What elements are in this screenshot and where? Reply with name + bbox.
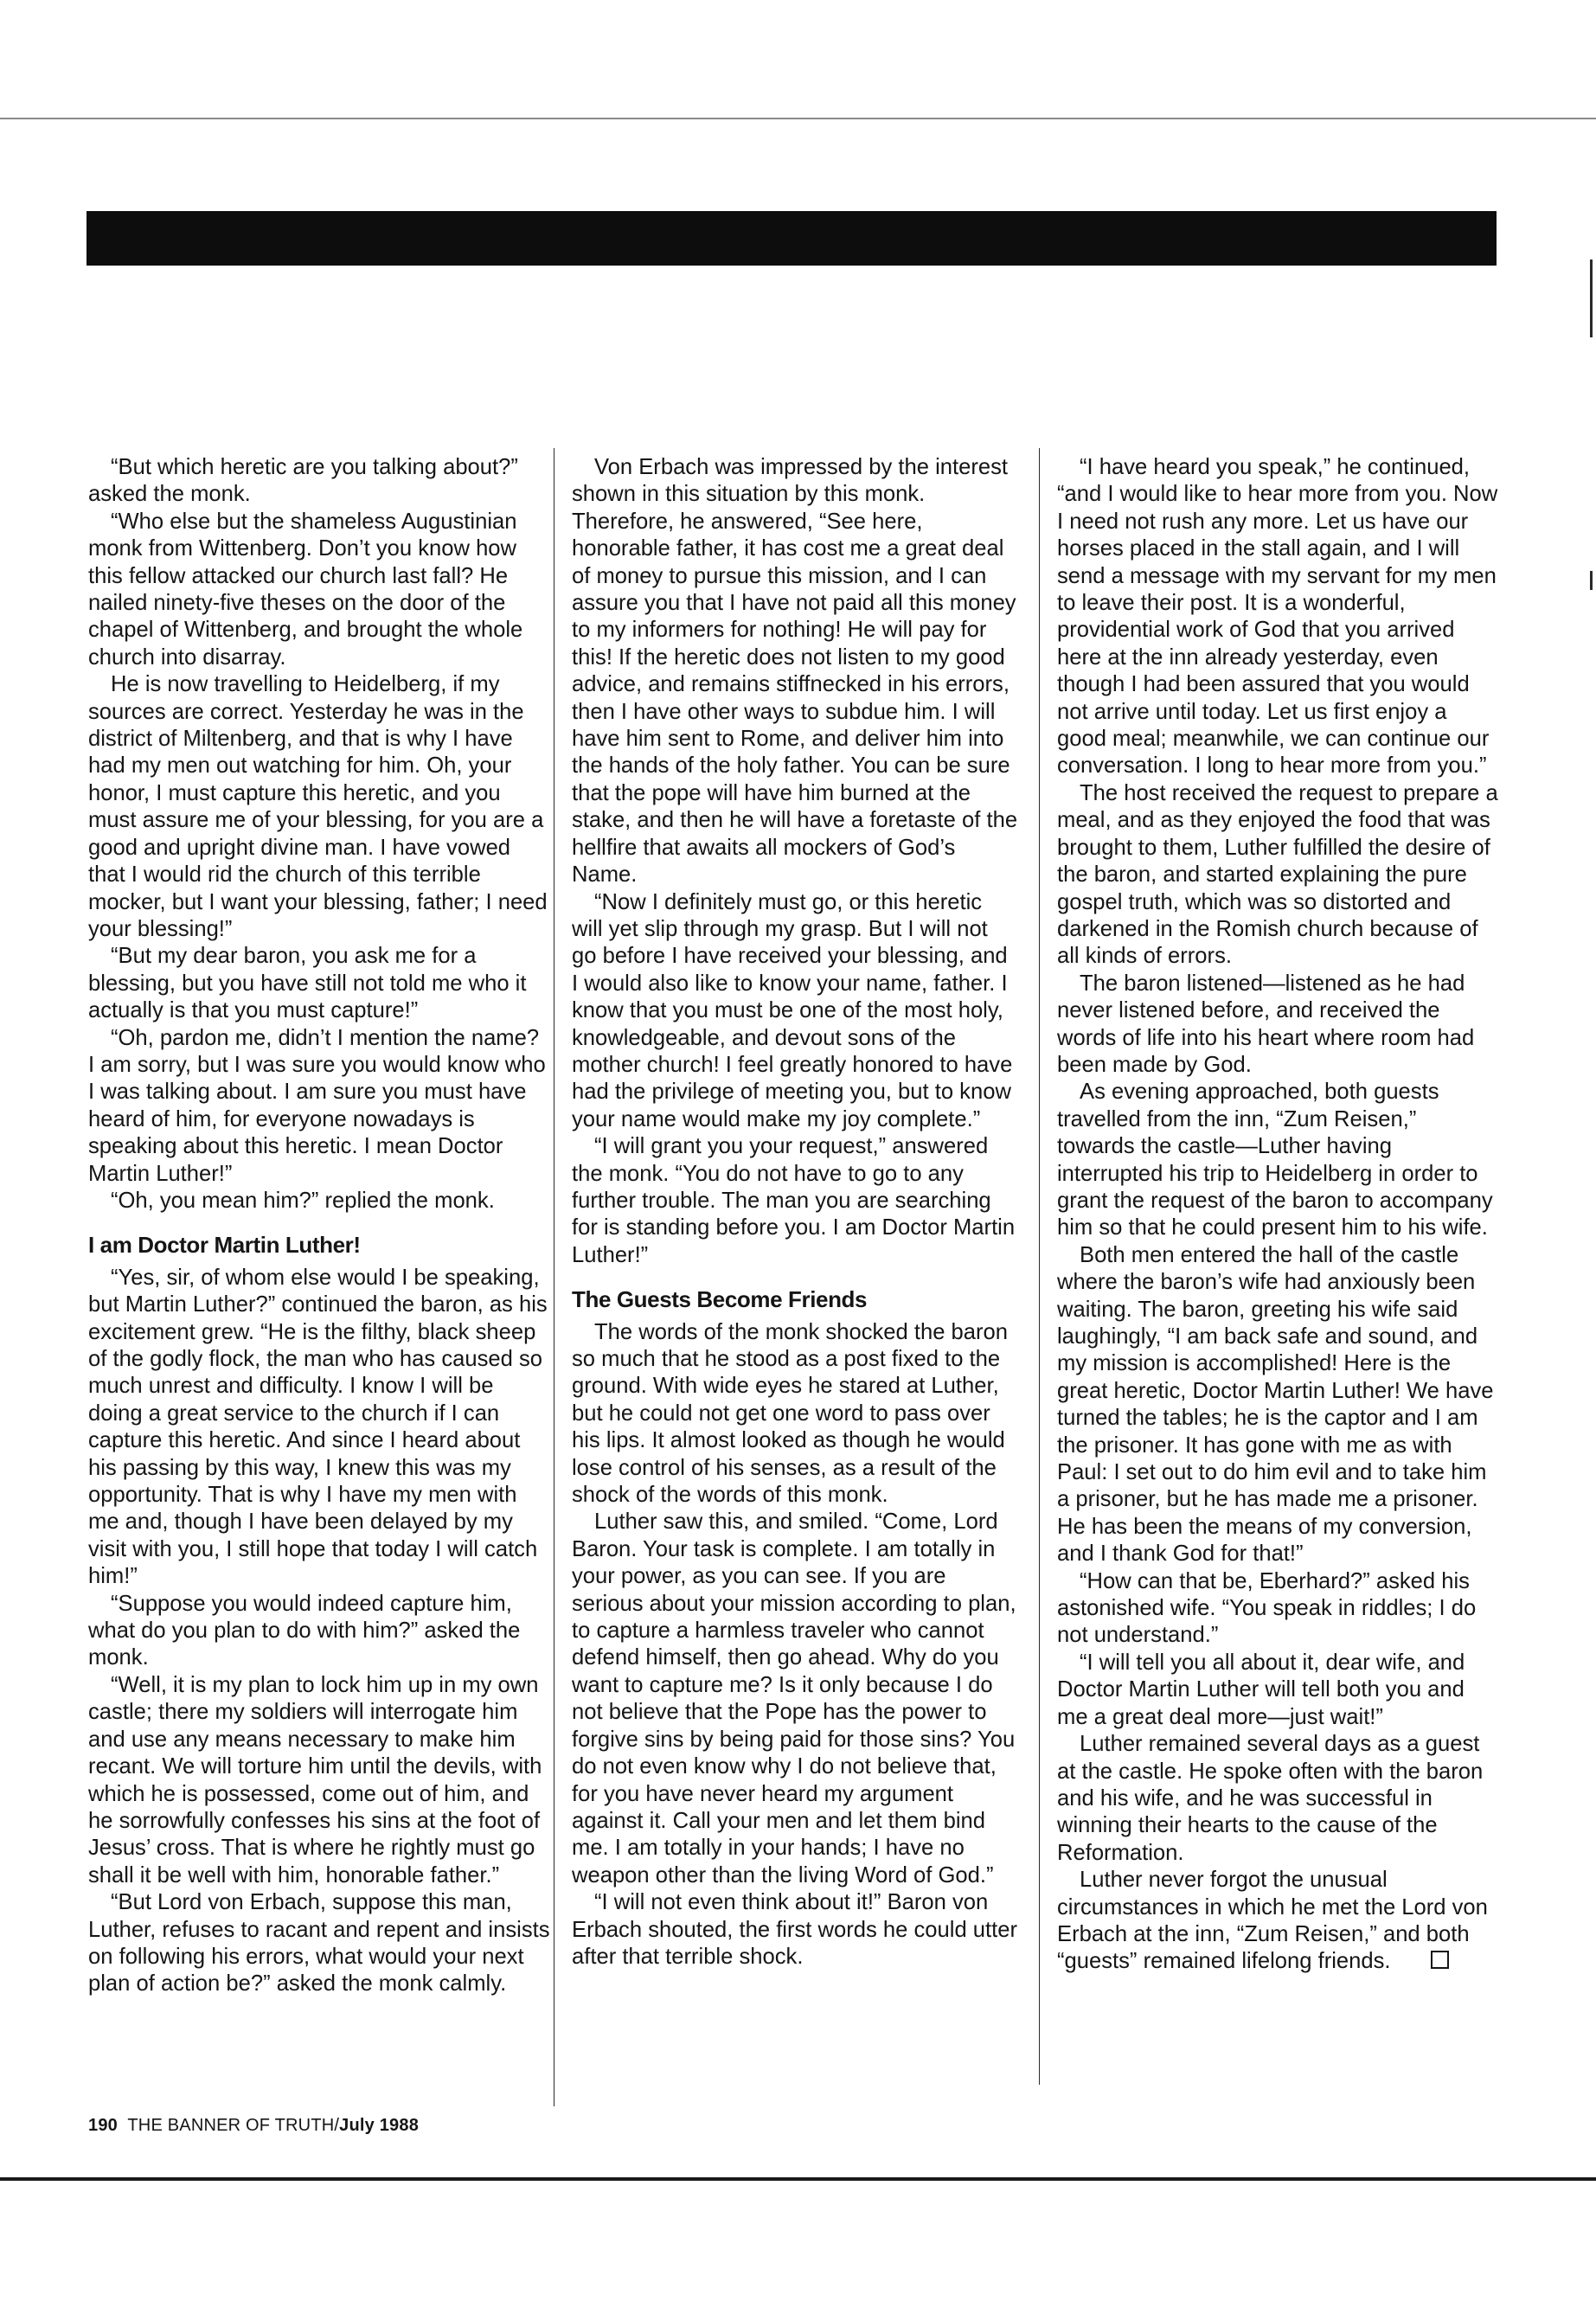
paragraph (88, 1889, 551, 1998)
paragraph (1057, 971, 1499, 1080)
paragraph (572, 1133, 1018, 1269)
paragraph (1057, 1242, 1499, 1568)
paragraph (572, 889, 1018, 1134)
paragraph-text: “I will grant you your request,” answered the monk. “You do not have to go to any further trouble. The man you are searching for is standing before you. I am Doctor Martin Luther!” (572, 1134, 1016, 1267)
top-rule (0, 118, 1596, 119)
paragraph-text: The host received the request to prepare a meal, and as they enjoyed the food that was brought to them, Luther fulfilled the desire of the baron, and started explaining the pure gospel truth, which was so distorted and darkened in the Romish church because of all kinds of errors. (1057, 780, 1498, 969)
paragraph-text: The words of the monk shocked the baron so much that he stood as a post fixed to the ground. With wide eyes he stared at Luther, but he could not get one word to pass over his lips. It almost looked as though he would lose control of his senses, as a result of the shock of the words of this monk. (572, 1319, 1009, 1508)
column-2 (572, 454, 1018, 1971)
paragraph (88, 454, 551, 509)
paragraph-text: “I will not even think about it!” Baron von Erbach shouted, the first words he could utter after that terrible shock. (572, 1890, 1017, 1969)
paragraph-text: “Yes, sir, of whom else would I be speaking, but Martin Luther?” continued the baron, as his excitement grew. “He is the filthy, black sheep of the godly flock, the man who has caused so much unrest and difficulty. I know I will be doing a great service to the church if I can capture this heretic. And since I heard about his passing by this way, I knew this was my opportunity. That is why I have my men with me and, though I have been delayed by my visit with you, I still hope that today I will catch him!” (88, 1265, 548, 1589)
paragraph (88, 1188, 551, 1215)
paragraph (88, 1591, 551, 1672)
paragraph-text: Both men entered the hall of the castle where the baron’s wife had anxiously been waiting. The baron, greeting his wife said laughingly, “I am back safe and sound, and my mission is accomplished! Here is the great heretic, Doctor Martin Luther! We have turned the tables; he is the captor and I am the prisoner. It has gone with me as with Paul: I set out to do him evil and to take him a prisoner, but he has made me a prisoner. He has been the means of my conversion, and I thank God for that!” (1057, 1242, 1494, 1567)
paragraph-text: “Oh, you mean him?” replied the monk. (111, 1188, 495, 1213)
paragraph (88, 943, 551, 1024)
paragraph-text: “Well, it is my plan to lock him up in my own castle; there my soldiers will interrogate him and use any means necessary to make him recant. We will torture him until the devils, with which he is possessed, come out of him, and he sorrowfully confesses his sins at the foot of Jesus’ cross. That is where he rightly must go shall it be well with him, honorable father.” (88, 1672, 542, 1888)
paragraph (88, 1265, 551, 1591)
paragraph-text: “But my dear baron, you ask me for a blessing, but you have still not told me who it actually is that you must capture!” (88, 944, 527, 1023)
paragraph (1057, 454, 1499, 780)
paragraph (1057, 1079, 1499, 1241)
paragraph-text: “I have heard you speak,” he continued, “and I would like to hear more from you. Now I need not rush any more. Let us have our horses placed in the stall again, and I will send a message with my servant for my men to leave their post. It is a wonderful, providential work of God that you arrived here at the inn already yesterday, even though I had been assured that you would not arrive until today. Let us first enjoy a good meal; meanwhile, we can continue our conversation. I long to hear more from you.” (1057, 455, 1498, 779)
paragraph (88, 671, 551, 943)
paragraph-text: “Now I definitely must go, or this heretic will yet slip through my grasp. But I will not go before I have received your blessing, and I would also like to know your name, father. I know that you must be one of the most holy, knowledgeable, and devout sons of the mother church! I feel greatly honored to have had the privilege of meeting you, but to know your name would make my joy complete.” (572, 889, 1013, 1131)
paragraph (572, 1319, 1018, 1509)
paragraph-text: The baron listened—listened as he had never listened before, and received the words of life into his heart where room had been made by God. (1057, 971, 1475, 1077)
edge-mark (1590, 260, 1593, 337)
page-footer (88, 2116, 419, 2136)
edge-mark (1590, 571, 1593, 590)
paragraph-text: Von Erbach was impressed by the interest shown in this situation by this monk. Therefore, he answered, “See here, honorable father, it has cost me a great deal of money to pursue this mission, and I can assure you that I have not paid all this money to my informers for nothing! He will pay for this! If the heretic does not listen to my good advice, and remains stiffnecked in his errors, then I have other ways to subdue him. I will have him sent to Rome, and deliver him into the hands of the holy father. You can be sure that the pope will have him burned at the stake, and then he will have a foretaste of the hellfire that awaits all mockers of God’s Name. (572, 455, 1018, 888)
heading-text: I am Doctor Martin Luther! (88, 1232, 361, 1259)
paragraph-text: “Oh, pardon me, didn’t I mention the name? I am sorry, but I was sure you would know who I was talking about. I am sure you must have heard of him, for everyone nowadays is speaking about this heretic. I mean Doctor Martin Luther!” (88, 1025, 546, 1186)
paragraph-text: He is now travelling to Heidelberg, if my sources are correct. Yesterday he was in the district of Miltenberg, and that is why I have had my men out watching for him. Oh, your honor, I must capture this heretic, and you must assure me of your blessing, for you are a good and upright divine man. I have vowed that I would rid the church of this terrible mocker, but I want your blessing, father; I need your blessing!” (88, 672, 548, 941)
paragraph-text: “Suppose you would indeed capture him, what do you plan to do with him?” asked the monk. (88, 1591, 521, 1670)
section-heading (572, 1286, 1018, 1313)
paragraph-text: As evening approached, both guests travelled from the inn, “Zum Reisen,” towards the castle—Luther having interrupted his trip to Heidelberg in order to grant the request of the baron to accompany him so that he could present him to his wife. (1057, 1080, 1493, 1240)
section-heading (88, 1232, 551, 1259)
paragraph (1057, 1650, 1499, 1731)
column-3 (1057, 454, 1499, 1976)
paragraph-text: Luther never forgot the unusual circumstances in which he met the Lord von Erbach at the inn, “Zum Reisen,” and both “guests” remained lifelong friends. (1057, 1868, 1488, 1974)
paragraph (572, 1509, 1018, 1889)
paragraph (88, 1025, 551, 1188)
paragraph (1057, 1568, 1499, 1650)
paragraph (572, 454, 1018, 889)
publication-name: THE BANNER OF TRUTH/ (127, 2116, 340, 2135)
paragraph-text: “But Lord von Erbach, suppose this man, Luther, refuses to racant and repent and insists on following his errors, what would your next plan of action be?” asked the monk calmly. (88, 1890, 550, 1997)
column-1 (88, 454, 551, 1998)
page-number: 190 (88, 2116, 118, 2135)
paragraph (88, 1672, 551, 1889)
paragraph-text: Luther saw this, and smiled. “Come, Lord Baron. Your task is complete. I am totally in your power, as you can see. If you are serious about your mission according to plan, to capture a harmless traveler who cannot defend himself, then go ahead. Why do you want to capture me? Is it only because I do not believe that the Pope has the power to forgive sins by being paid for those sins? You do not even know why I do not believe that, for you have never heard my argument against it. Call your men and let them bind me. I am totally in your hands; I have no weapon other than the living Word of God.” (572, 1509, 1016, 1888)
paragraph-text: Luther remained several days as a guest at the castle. He spoke often with the baron and his wife, and he was successful in winning their hearts to the cause of the Reformation. (1057, 1732, 1484, 1865)
paragraph-text: “But which heretic are you talking about?” asked the monk. (88, 455, 518, 507)
paragraph-text: “Who else but the shameless Augustinian monk from Wittenberg. Don’t you know how this fellow attacked our church last fall? He nailed ninety-five theses on the door of the chapel of Wittenberg, and brought the whole church into disarray. (88, 509, 523, 670)
paragraph (1057, 1867, 1499, 1976)
column-divider (1039, 448, 1040, 2085)
paragraph (1057, 780, 1499, 971)
issue-date: July 1988 (339, 2116, 420, 2135)
paragraph-text: “I will tell you all about it, dear wife, and Doctor Martin Luther will tell both you and me a great deal more—just wait!” (1057, 1650, 1465, 1729)
paragraph (1057, 1731, 1499, 1867)
header-banner (87, 211, 1497, 266)
paragraph (88, 509, 551, 671)
heading-text: The Guests Become Friends (572, 1286, 868, 1313)
paragraph (572, 1889, 1018, 1971)
paragraph-text: “How can that be, Eberhard?” asked his astonished wife. “You speak in riddles; I do not understand.” (1057, 1568, 1477, 1648)
bottom-rule (0, 2177, 1596, 2181)
end-of-article-square-icon (1431, 1951, 1449, 1969)
